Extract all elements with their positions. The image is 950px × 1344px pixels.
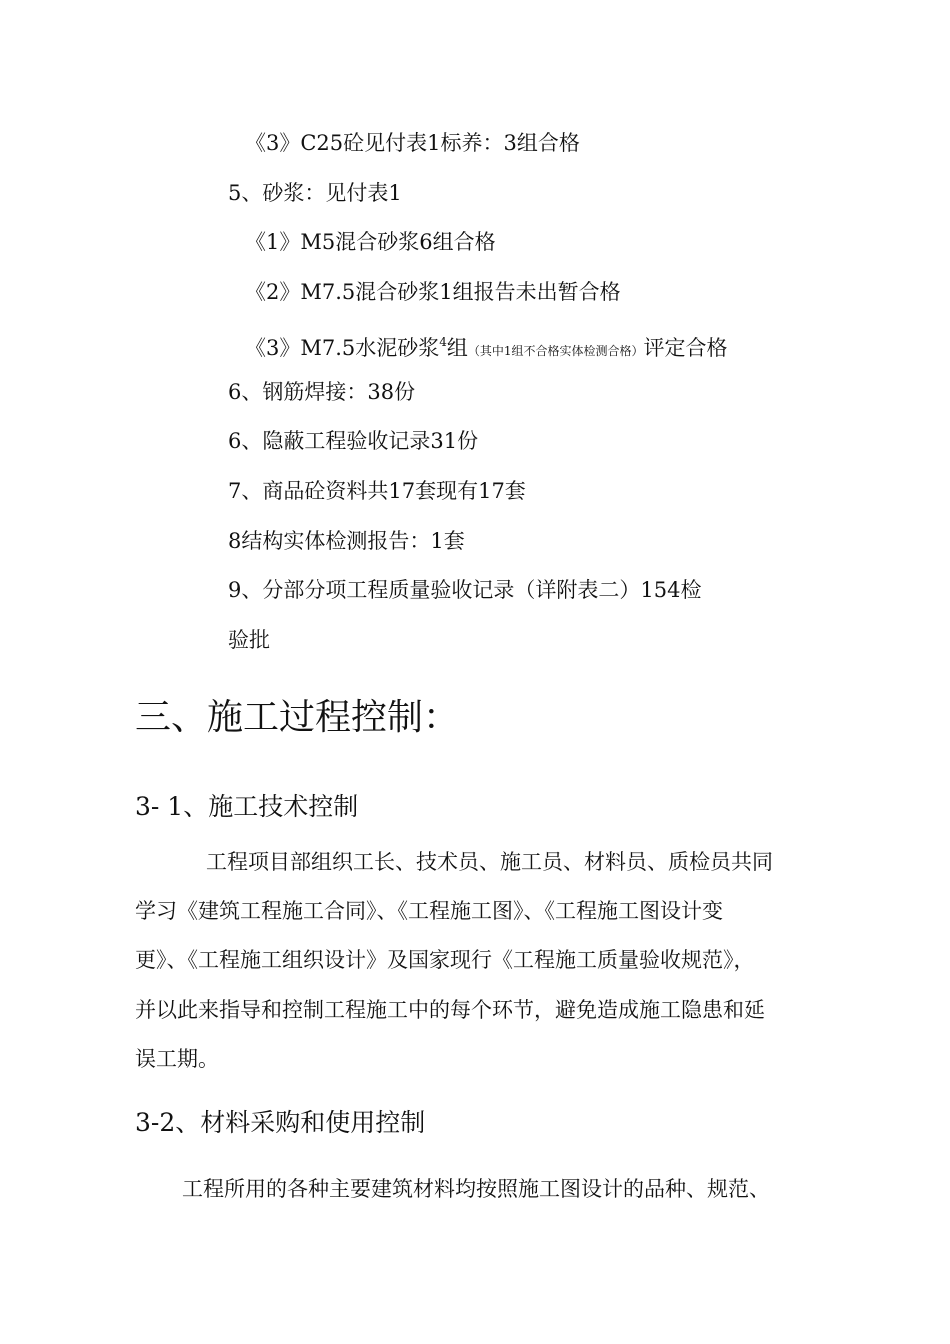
list-item [245,327,728,366]
list-item: 5、砂浆：见付表1 [228,181,402,205]
superscript-count: 4 [439,335,447,349]
list-item: 9、分部分项工程质量验收记录（详附表二）154检 [228,578,702,602]
subsection-heading: 3- 1、施工技术控制 [135,792,359,821]
paragraph-line: 学习《建筑工程施工合同》、《工程施工图》、《工程施工图设计变 [135,899,723,923]
footnote-text: （其中1组不合格实体检测合格） [467,344,644,358]
list-item: 6、隐蔽工程验收记录31份 [228,429,479,453]
list-item: 《2》M7.5混合砂浆1组报告未出暂合格 [245,280,621,304]
paragraph-line: 工程所用的各种主要建筑材料均按照施工图设计的品种、规范、 [182,1177,770,1201]
list-item: 7、商品砼资料共17套现有17套 [228,479,526,503]
paragraph-line: 并以此来指导和控制工程施工中的每个环节，避免造成施工隐患和延 [135,998,765,1022]
list-item: 6、钢筋焊接：38份 [228,380,416,404]
paragraph-line: 更》、《工程施工组织设计》及国家现行《工程施工质量验收规范》， [135,948,755,972]
section-heading: 三、施工过程控制： [135,697,460,738]
list-item-text: 组 [446,336,468,360]
list-item: 《1》M5混合砂浆6组合格 [245,230,496,254]
list-item: 8结构实体检测报告：1套 [228,529,465,553]
list-item: 验批 [228,628,270,652]
list-item: 《3》C25砼见付表1标养：3组合格 [245,131,580,155]
paragraph-line: 工程项目部组织工长、技术员、施工员、材料员、质检员共同 [206,850,773,874]
list-item-text: 《3》M7.5水泥砂浆 [245,336,440,360]
paragraph-line: 误工期。 [135,1047,219,1071]
subsection-heading: 3-2、材料采购和使用控制 [135,1108,426,1137]
list-item-text: 评定合格 [643,336,728,360]
